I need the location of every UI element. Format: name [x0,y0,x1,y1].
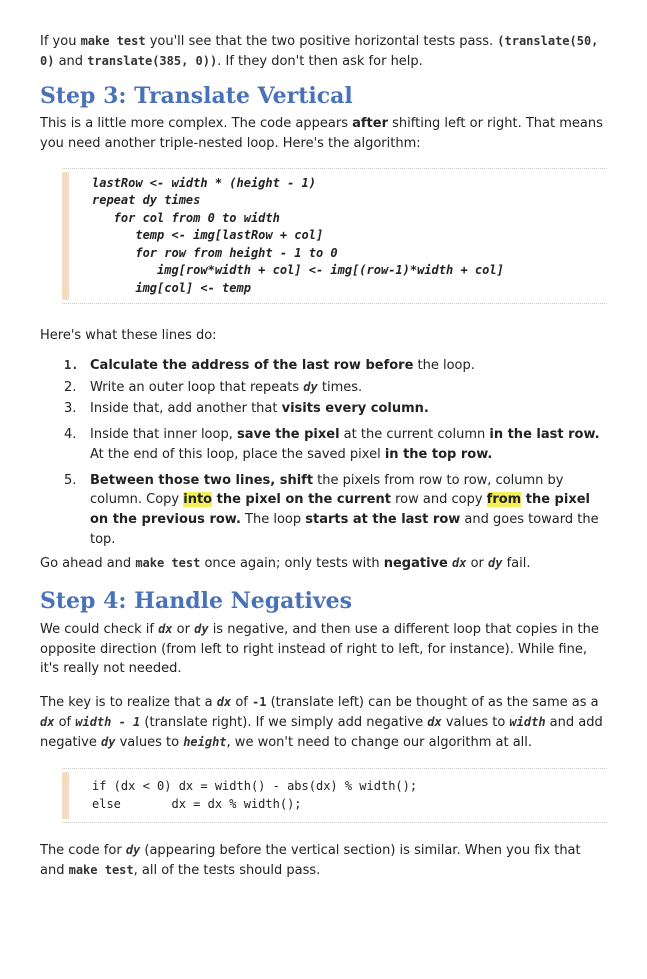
inline-code: translate(385, 0)) [87,53,218,68]
list-number: 1. [64,357,79,372]
text: fail. [502,555,531,571]
inline-code: -1 [251,695,267,710]
text: values to [441,714,510,730]
code-line: if (dx < 0) dx = width() - abs(dx) % width(); [92,779,418,794]
text: times. [317,379,363,395]
code-line: temp <- img[lastRow + col] [92,228,324,243]
bold-text: Calculate the address of the last row before [90,357,414,373]
list-item [40,378,607,398]
text: or [466,555,489,571]
text: At the end of this loop, place the saved pixel [90,446,385,462]
inline-code: make test [135,555,201,570]
step4-heading: Step 4: Handle Negatives [40,588,353,615]
after-list-paragraph [40,554,607,574]
step3-heading: Step 3: Translate Vertical [40,82,353,109]
code-line: lastRow <- width * (height - 1) [92,175,316,190]
intro-text: you'll see that the two positive horizontal tests pass. [145,34,498,49]
inline-code: dx [216,695,232,710]
text: shifting left or right. That means you need another triple-nested loop. Here's the algorithm: [40,116,603,151]
bold-text: in the top row. [384,446,493,462]
list-number: 2. [64,379,77,395]
code-line: else dx = dx % width(); [92,796,302,811]
bold-text: the pixel on the current [212,492,391,508]
code-text [92,778,607,813]
bold-text: save the pixel [236,427,340,443]
step4-paragraph-3 [40,841,607,881]
bold-text: in the last row. [489,427,600,443]
text: Write an outer loop that repeats [90,379,304,395]
step4-paragraph-1 [40,620,607,679]
inline-code: dy [194,621,209,636]
text: , all of the tests should pass. [133,863,321,879]
code-line: repeat dy times [92,193,201,208]
intro-paragraph [40,32,607,72]
steps-list [40,356,607,550]
text: and add negative [40,714,603,750]
inline-code: (translate(50, 0) [40,34,599,68]
text: or [172,621,195,637]
inline-code: dy [488,555,503,570]
text: The key is to realize that a [40,695,217,711]
text: the loop. [413,357,475,373]
code-block-negatives [62,768,607,823]
list-item [40,425,607,465]
text: of [231,695,252,711]
text: , we won't need to change our algorithm at all. [226,734,533,750]
lines-intro: Here's what these lines do: [40,328,217,344]
bold-text: negative [383,555,448,571]
bold-text: visits every column. [281,401,429,417]
text: (translate left) can be thought of as the same as a [266,695,599,711]
text: row and copy [390,492,487,508]
list-number: 5. [64,472,77,488]
text: and goes toward the top. [90,512,599,547]
code-line: img[row*width + col] <- img[(row-1)*width + col] [92,263,504,278]
text: The loop [240,512,306,528]
inline-code: width [509,714,546,729]
inline-code: dy [125,843,141,858]
text: once again; only tests with [200,555,384,571]
text: values to [115,734,184,750]
text: the pixels from row to row, column by column. Copy [90,472,564,508]
intro-text: . If they don't then ask for help. [217,53,423,69]
inline-code: dy [303,379,318,394]
list-number: 4. [64,427,77,443]
text: Inside that inner loop, [90,427,237,443]
list-item [40,471,607,550]
inline-code: dx [40,714,55,729]
code-block-algorithm [62,168,607,305]
inline-code: dx [451,555,467,570]
text: Inside that, add another that [90,401,282,417]
bold-text: starts at the last row [305,512,461,528]
inline-code: height [183,734,227,749]
code-line: img[col] <- temp [92,280,251,295]
code-line: for row from height - 1 to 0 [92,245,338,260]
text: This is a little more complex. The code appears [40,116,353,132]
highlighted-text: from [486,492,522,508]
text: is negative, and then use a different loop that copies in the opposite direction (from left to right instead of right to left, for instance). While fine, it's really not needed. [40,621,599,677]
intro-text: and [54,53,88,69]
bold-text: after [352,116,388,132]
text: (appearing before the vertical section) is similar. When you fix that and [40,843,581,879]
inline-code: dy [101,734,116,749]
text: We could check if [40,621,159,637]
code-text [92,175,607,298]
list-number: 3. [64,401,77,417]
inline-code: make test [68,863,134,878]
step3-paragraph [40,114,607,154]
step4-paragraph-2 [40,693,607,752]
list-item [40,356,607,376]
text: The code for [40,843,126,859]
text: (translate right). If we simply add negative [140,714,428,730]
highlighted-text: into [183,492,213,508]
intro-text: If you [40,34,81,49]
code-line: for col from 0 to width [92,210,280,225]
inline-code: width - 1 [75,714,141,729]
inline-code: dx [427,714,442,729]
inline-code: dx [158,621,173,636]
text: Go ahead and [40,555,136,571]
bold-text: the pixel on the previous row. [90,492,590,528]
text: at the current column [339,427,490,443]
inline-code: make test [80,34,146,48]
text: of [54,714,76,730]
bold-text: Between those two lines, shift [90,472,314,488]
list-item [40,399,607,419]
